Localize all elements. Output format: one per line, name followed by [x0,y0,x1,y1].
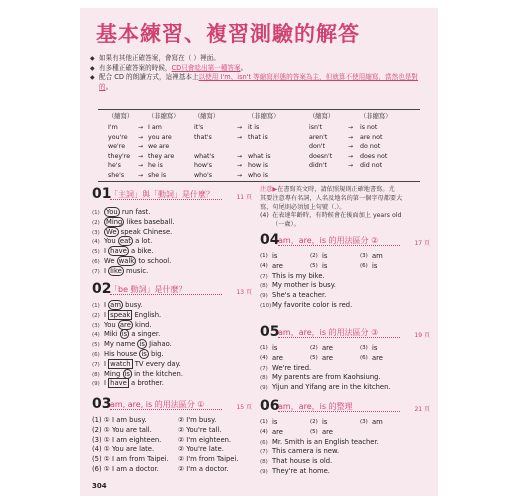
arrow-icon: → [237,152,243,160]
table-cell: what's [194,152,215,160]
grid-answer: is [322,261,328,270]
item-text: My favorite color is red. [272,300,353,309]
item-number: (5) [310,354,318,361]
item-number: (4) [92,239,100,246]
item-text: This camera is new. [272,447,340,456]
item-number: (2) [310,253,318,259]
table-cell: who's [194,171,213,179]
answer-pair [92,455,252,465]
item-number: (2) [92,219,100,226]
arrow-icon: → [138,143,144,150]
answer-item [92,321,252,331]
answer-item [260,457,430,467]
item-text: I [104,266,109,275]
table-row [98,152,420,161]
table-row [98,171,420,180]
grid-answer: are [322,353,333,362]
arrow-icon: → [237,171,243,179]
arrow-icon: → [348,124,354,131]
arrow-icon: → [348,133,354,141]
answer-pair [92,445,252,455]
table-cell: I'm [108,124,118,131]
grid-answer: are [272,261,283,270]
grid-answer: am [372,418,383,426]
answer-b: ② I'm a doctor. [178,464,229,473]
item-number: (7) [92,268,100,275]
answer-page [80,8,438,496]
answer-item [92,330,252,340]
table-cell: how is [248,162,269,169]
section-02 [92,281,252,389]
table-cell: I am [148,124,162,131]
table-cell: she's [108,171,125,179]
right-column [260,186,430,475]
table-cell: that is [248,133,268,141]
table-cell: they are [148,152,175,160]
item-number: (2) [310,345,318,351]
grid-answer: are [272,427,283,436]
grid-answer: are [322,427,333,436]
table-header: （縮寫） [309,113,335,120]
page-ref: 15 頁 [236,404,252,411]
circled-word: like [110,266,122,275]
item-number: (1) [260,419,268,425]
table-cell: it is [248,124,260,131]
answer-pair [92,465,252,475]
table-cell: does not [360,152,388,160]
item-text: busy. [122,301,143,309]
item-number: (6) [92,258,100,265]
answer-grid [260,252,430,272]
arrow-icon: → [138,162,144,169]
item-text: That house is old. [272,457,333,466]
table-header: （非縮寫） [148,113,180,120]
item-text: likes baseball. [124,217,175,226]
table-cell: they're [108,152,131,160]
answer-item [92,340,252,350]
table-cell: you're [108,133,128,141]
table-cell: did not [360,162,383,169]
item-number: (6) [260,439,268,446]
answer-item [260,364,430,374]
answer-a: (4) ① You are late. [92,445,155,454]
answer-item [92,360,252,370]
section-01 [92,186,252,277]
circled-word: have [110,247,127,256]
arrow-icon: → [348,162,354,169]
item-text: Mr. Smith is an English teacher. [272,437,379,446]
item-text: She's a teacher. [272,291,327,300]
answer-item [260,467,430,477]
grid-row [260,418,430,428]
table-cell: she is [148,171,167,179]
item-text: We [104,256,117,265]
circled-word: is [121,330,128,339]
item-number: (6) [360,262,368,269]
notes [90,54,430,92]
answer-a: (5) ① I am from Taipei. [92,455,169,464]
page-title: 基本練習、複習測驗的解答 [96,21,360,46]
item-number: (4) [260,354,268,361]
note-2: ◆ 有多種正確答案的時候，CD只會唸出第一種答案。 [90,63,248,72]
answer-b: ② You're tall. [178,425,222,434]
answer-item [260,272,430,282]
item-number: (1) [92,210,100,216]
item-number: (7) [92,361,100,368]
grid-answer: are [322,344,333,352]
item-number: (7) [260,365,268,372]
table-header-row [98,112,420,121]
circled-word: walk [118,256,135,265]
item-number: (5) [310,262,318,269]
item-text: a lot. [132,237,153,246]
section-title: am，are，is 的用法區分 ③ [278,328,379,337]
answer-item [260,301,430,311]
item-text: run fast. [119,208,151,216]
item-text: We're tired. [272,363,312,372]
contraction-table [98,109,420,182]
item-number: (9) [92,381,100,388]
page-ref: 19 頁 [414,332,430,339]
circled-word: We [106,227,117,236]
grid-row [260,428,430,438]
table-header: （非縮寫） [360,113,392,120]
answer-b: ② I'm busy. [178,416,217,424]
answer-pair [92,436,252,446]
item-text: My parents are from Kaohsiung. [272,373,381,382]
table-cell: doesn't [309,152,333,160]
arrow-icon: → [237,162,243,169]
boxed-word: speak [110,310,131,319]
note-3: ◆ 配合 CD 的朗讀方式，這裡基本上以使用 I'm、isn't 等縮寫形態的答案為主，但就算不使用縮寫，當然也是對的。 [90,73,419,91]
answer-b: ② I'm eighteen. [178,435,232,444]
circled-word: am [110,301,121,309]
page-ref: 21 頁 [414,406,430,413]
item-text: Ming [104,369,123,378]
circled-word: eat [119,237,131,246]
item-number: (9) [260,293,268,300]
item-number: (9) [260,385,268,392]
item-text: I [104,301,109,309]
item-number: (8) [260,459,268,466]
table-cell: you are [148,133,172,141]
item-number: (7) [260,273,268,280]
item-text: Miki [104,330,120,339]
answer-grid [260,418,430,438]
section-title: am，are，is 的整理 [278,402,353,411]
section-number: 06 [260,398,280,414]
answer-b: ② I'm from Taipei. [178,455,239,464]
item-number: (7) [260,449,268,456]
item-text: a singer. [129,330,161,339]
answer-item [92,218,252,228]
arrow-icon: → [138,133,144,141]
circled-word: Ming [106,217,123,226]
table-cell: that's [194,133,212,141]
table-cell: what is [248,152,271,160]
table-header: （縮寫） [194,113,220,120]
section-title: am，are，is 的用法區分 ② [278,236,379,245]
section-number: 01 [92,186,112,202]
table-cell: he is [148,162,163,169]
page-ref: 11 頁 [236,194,252,201]
item-text: I [104,379,109,388]
item-number: (3) [92,229,100,236]
item-number: (3) [92,322,100,329]
section-06 [260,398,430,477]
grid-answer: is [372,344,378,352]
circled-word: is [124,369,130,378]
diamond-bullet-icon: ◆ [90,55,95,62]
item-number: (4) [260,262,268,269]
answer-item [260,281,430,291]
item-number: (8) [260,375,268,382]
note-1: ◆ 如果有其他正確答案，會寫在（ ）裡面。 [90,54,220,62]
page-ref: 13 頁 [236,289,252,296]
item-text: My name [104,340,138,349]
arrow-icon: → [348,143,354,150]
answer-item [92,267,252,277]
answer-item [260,291,430,301]
item-number: (3) [360,419,368,425]
section-title: am, are, is 的用法區分 ① [110,400,205,409]
section-number: 03 [92,396,112,412]
item-text: My mother is busy. [272,281,336,290]
grid-answer [372,428,402,438]
page-number: 304 [92,482,107,490]
answer-b: ② You're late. [178,445,224,454]
item-number: (6) [360,354,368,361]
item-number: (4) [260,428,268,435]
item-text: music. [123,266,149,275]
grid-row [260,344,430,354]
answer-grid [260,344,430,364]
item-text: This is my bike. [272,271,325,280]
table-header: （縮寫） [108,113,134,120]
item-number: (3) [360,253,368,259]
item-text: to school. [136,256,172,265]
item-number: (5) [92,342,100,349]
grid-answer: are [372,353,383,362]
grid-answer: is [322,252,328,260]
item-text: You [104,320,118,329]
item-number: (5) [92,249,100,256]
table-cell: isn't [309,124,323,131]
table-row [98,161,420,170]
answer-a: (6) ① I am a doctor. [92,464,159,473]
circled-word: is [139,340,145,349]
item-number: (3) [360,345,368,351]
table-cell: how's [194,162,213,169]
answer-item [92,311,252,321]
diamond-bullet-icon: ◆ [90,64,95,72]
item-number: (1) [92,303,100,309]
section-03 [92,396,252,475]
item-text: speak Chinese. [118,227,173,236]
circled-word: You [106,208,118,216]
section-title: 「be 動詞」是什麼？ [110,285,187,294]
section-04 [260,232,430,311]
item-number: (1) [260,345,268,351]
answer-item [260,383,430,393]
answer-item [92,247,252,257]
arrow-icon: → [348,152,354,160]
item-text: I [104,359,109,368]
item-number: (4) [92,332,100,339]
answer-pair [92,416,252,426]
table-row [98,133,420,142]
boxed-word: have [110,379,127,388]
circled-word: is [141,349,147,358]
table-cell: don't [309,143,326,150]
item-text: They're at home. [272,466,330,475]
table-header: （非縮寫） [248,113,280,120]
item-number [360,428,372,438]
answer-item [92,228,252,238]
table-row [98,123,420,132]
grid-row [260,354,430,364]
answer-item [260,373,430,383]
diamond-bullet-icon: ◆ [90,74,95,81]
circled-word: are [119,320,131,329]
section-05 [260,324,430,393]
answer-a: (2) ① You are tall. [92,425,152,434]
item-text: English. [132,310,162,319]
answer-a: (1) ① I am busy. [92,416,147,424]
item-text: You [104,237,118,246]
table-cell: do not [360,143,381,150]
arrow-icon: → [138,124,144,131]
section-number: 02 [92,281,112,297]
item-number: (9) [260,468,268,475]
arrow-icon: → [237,124,243,131]
item-text: a bike. [128,247,154,256]
answer-item [260,447,430,457]
item-number: (6) [92,351,100,358]
arrow-icon: → [138,171,144,179]
item-text: I [104,310,109,319]
table-cell: it's [194,124,204,131]
boxed-word: watch [110,359,131,368]
table-cell: is not [360,124,378,131]
item-number: (2) [92,312,100,319]
grid-answer: am [372,252,383,260]
answer-a: (3) ① I am eighteen. [92,435,162,444]
arrow-icon: → [138,152,144,160]
table-cell: didn't [309,162,327,169]
item-text: a brother. [128,379,164,388]
section-title: 「主詞」與「動詞」是什麼？ [110,190,214,199]
grid-answer: is [322,418,328,426]
item-text: Yijun and Yifang are in the kitchen. [272,383,391,392]
answer-item [92,379,252,389]
grid-answer: is [272,252,278,260]
table-cell: we're [108,143,126,150]
item-number: (5) [310,428,318,435]
item-number: (2) [310,419,318,425]
table-cell: who is [248,171,269,179]
table-cell: are not [360,133,383,141]
item-number: (8) [92,371,100,378]
writing-note: 注意▶在書寫英文時，請依照規則正確地書寫。尤 其要注意專有名詞，人名及地名的第一個字母都要大 寫，句尾則必須加上句號（.）。 (4) 在表達年齡時，有時候會在後面加上 years old （一歲）。 [260,186,403,229]
item-text: big. [148,349,164,358]
item-text: kind. [132,320,152,329]
grid-row [260,252,430,262]
item-number: (8) [260,283,268,290]
item-text: Jiahao. [146,340,172,349]
item-number: (1) [260,253,268,259]
answer-pair [92,426,252,436]
table-cell: he's [108,162,121,169]
section-number: 04 [260,232,280,248]
grid-row [260,262,430,272]
item-text: His house [104,349,140,358]
table-cell: we are [148,143,170,150]
grid-answer: is [272,344,278,352]
item-number: (10) [260,302,272,309]
table-row [98,142,420,151]
grid-answer: are [272,353,283,362]
table-cell: aren't [309,133,328,141]
grid-answer: is [372,261,378,270]
item-text: TV every day. [132,359,181,368]
item-text: I [104,247,109,256]
page-ref: 17 頁 [414,240,430,247]
grid-answer: is [272,418,278,426]
answer-item [260,438,430,448]
section-number: 05 [260,324,280,340]
arrow-icon: → [237,133,243,141]
item-text: in the kitchen. [131,369,184,378]
